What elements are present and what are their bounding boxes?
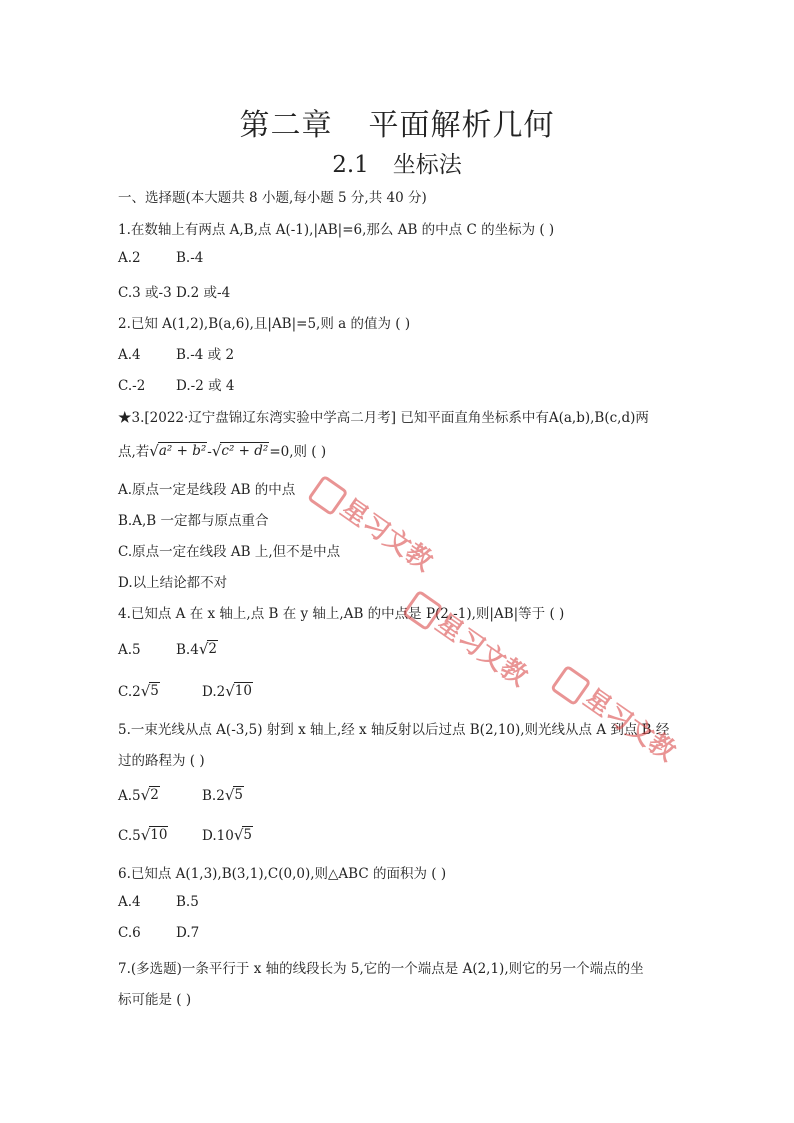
chapter-title [0, 100, 794, 144]
option-d: D.2 或-4 [176, 285, 231, 301]
question-5-options-row1 [118, 786, 244, 804]
question-2-options-row2 [118, 374, 234, 394]
option-b: B.2 √ 5 [202, 786, 243, 804]
watermark-logo: 星习文教 [307, 469, 441, 578]
question-4-stem: 4.已知点 A 在 x 轴上,点 B 在 y 轴上,AB 的中点是 P(2,-1),则|AB|等于 ( ) [118, 606, 565, 622]
section-name: 坐标法 [392, 152, 462, 178]
watermark-logo: 星习文教 [550, 659, 684, 768]
question-3-option-a: A.原点一定是线段 AB 的中点 [118, 482, 296, 498]
question-3-stem-line2: 点,若 √ a² + b² - √ c² + d² =0,则 ( ) [118, 442, 327, 460]
watermark-logo: 星习文教 [402, 584, 536, 693]
stem-text: =0,则 ( ) [269, 444, 327, 460]
question-4-options-row2 [118, 682, 253, 700]
option-c: C.5 √ 10 [118, 826, 168, 844]
question-5-options-row2 [118, 826, 253, 844]
option-a: A.4 [118, 347, 141, 363]
question-6-options-row2 [118, 925, 199, 941]
section-number: 2.1 [332, 152, 369, 178]
question-7-stem-line2: 标可能是 ( ) [118, 992, 192, 1008]
option-a: A.5 [118, 642, 141, 658]
question-1-options-row2 [118, 281, 230, 301]
option-c: C.2 √ 5 [118, 682, 159, 700]
section-title [0, 146, 794, 179]
option-b: B.-4 或 2 [176, 347, 235, 363]
question-6-options-row1 [118, 894, 199, 910]
option-a: A.2 [118, 250, 141, 266]
question-3-stem-line1: ★3.[2022·辽宁盘锦辽东湾实验中学高二月考] 已知平面直角坐标系中有A(a,b),B(c,d)两 [118, 410, 649, 426]
question-2-stem: 2.已知 A(1,2),B(a,6),且|AB|=5,则 a 的值为 ( ) [118, 316, 411, 332]
option-c: C.-2 [118, 378, 146, 394]
option-d: D.7 [176, 925, 200, 941]
option-d: D.-2 或 4 [176, 378, 235, 394]
question-1-stem: 1.在数轴上有两点 A,B,点 A(-1),|AB|=6,那么 AB 的中点 C 的坐标为 ( ) [118, 222, 555, 238]
question-1-options-row1 [118, 250, 203, 266]
question-6-stem: 6.已知点 A(1,3),B(3,1),C(0,0),则△ABC 的面积为 ( ) [118, 866, 447, 882]
question-5-stem-line2: 过的路程为 ( ) [118, 753, 205, 769]
question-3-option-b: B.A,B 一定都与原点重合 [118, 513, 269, 529]
question-4-options-row1 [118, 640, 218, 658]
question-5-stem-line1: 5.一束光线从点 A(-3,5) 射到 x 轴上,经 x 轴反射以后过点 B(2,10),则光线从点 A 到点 B 经 [118, 722, 670, 738]
option-b: B.5 [176, 894, 199, 910]
chapter-name: 平面解析几何 [368, 108, 555, 143]
question-2-options-row1 [118, 343, 234, 363]
option-b: B.-4 [176, 250, 204, 266]
option-d: D.10 √ 5 [202, 826, 252, 844]
sqrt-expression: √ c² + d² [211, 442, 269, 460]
question-7-stem-line1: 7.(多选题)一条平行于 x 轴的线段长为 5,它的一个端点是 A(2,1),则它的另一个端点的坐 [118, 961, 644, 977]
chapter-number: 第二章 [239, 108, 333, 143]
stem-text: 点,若 [118, 444, 150, 460]
option-c: C.3 或-3 [118, 285, 172, 301]
option-d: D.2 √ 10 [202, 682, 252, 700]
option-a: A.4 [118, 894, 141, 910]
question-3-option-d: D.以上结论都不对 [118, 575, 228, 591]
part-heading: 一、选择题(本大题共 8 小题,每小题 5 分,共 40 分) [118, 190, 427, 206]
option-b: B.4 √ 2 [176, 640, 217, 658]
sqrt-expression: √ a² + b² [149, 442, 207, 460]
option-c: C.6 [118, 925, 141, 941]
question-3-option-c: C.原点一定在线段 AB 上,但不是中点 [118, 544, 341, 560]
option-a: A.5 √ 2 [118, 786, 159, 804]
